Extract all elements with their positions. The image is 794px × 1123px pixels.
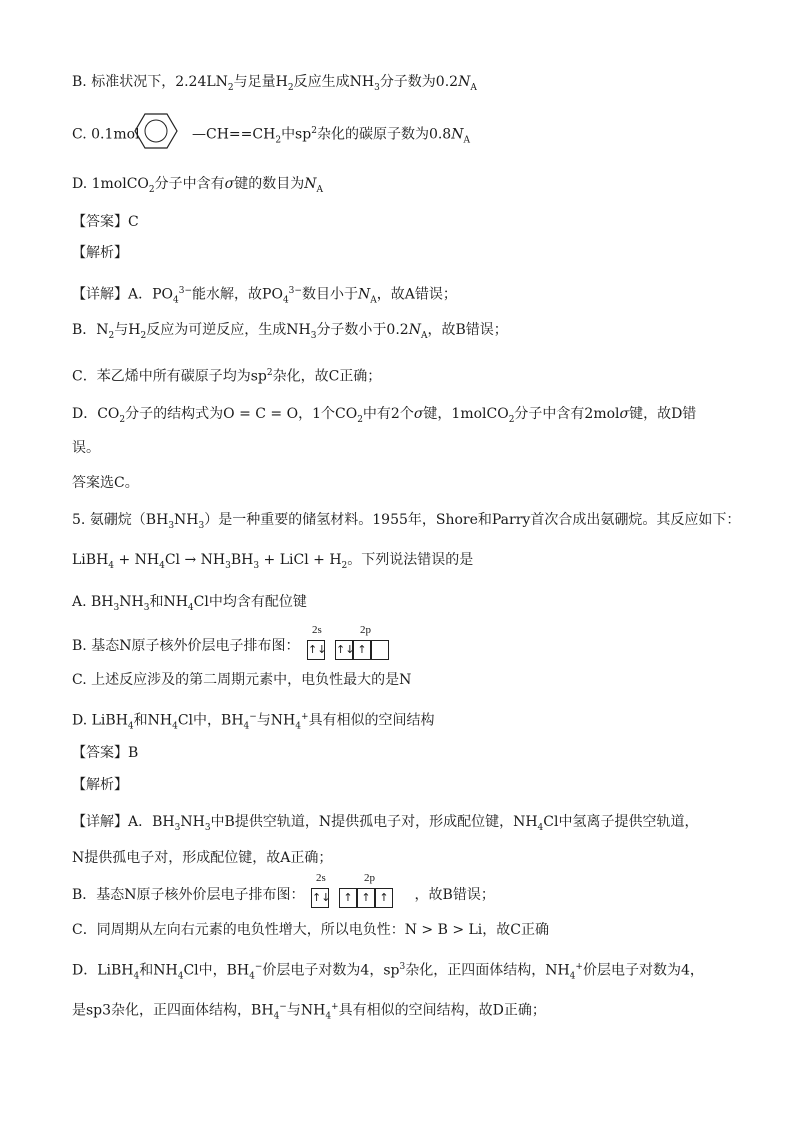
sub: 4 bbox=[187, 602, 194, 613]
text: 分子中含有 bbox=[154, 176, 225, 192]
sub: 3 bbox=[174, 822, 181, 833]
text: 5. 氨硼烷（BH bbox=[72, 512, 169, 528]
text: 【解析】 bbox=[72, 777, 128, 793]
text: 中B提供空轨道，N提供孤电子对，形成配位键，NH bbox=[210, 814, 538, 830]
sub: 4 bbox=[133, 971, 140, 982]
orbital-box: ↑ bbox=[339, 888, 357, 908]
text: 杂化的碳原子数为0.8 bbox=[316, 126, 452, 143]
text: A. BH bbox=[72, 594, 114, 610]
text: N bbox=[408, 322, 421, 338]
sub: 3 bbox=[253, 560, 260, 571]
detail2-a bbox=[72, 812, 734, 838]
sub: A bbox=[316, 184, 323, 195]
text: D. LiBH bbox=[72, 712, 128, 729]
text: 反应为可逆反应，生成NH bbox=[146, 322, 311, 338]
text: NH bbox=[180, 814, 205, 830]
text: 【答案】B bbox=[72, 745, 139, 761]
detail-a bbox=[72, 281, 734, 310]
sub: A bbox=[463, 135, 470, 146]
option-b bbox=[72, 636, 734, 656]
text: 分子数为0.2 bbox=[379, 74, 459, 90]
option-b-line bbox=[72, 72, 734, 98]
text: + LiCl + H bbox=[259, 552, 342, 568]
text: Cl中均含有配位键 bbox=[193, 594, 307, 610]
text: 反应生成NH bbox=[293, 74, 375, 90]
orbital-box: ↑ bbox=[353, 640, 371, 660]
text: C. 0.1mol bbox=[72, 126, 140, 143]
sub: 4 bbox=[273, 1011, 280, 1022]
sub: 2 bbox=[108, 330, 115, 341]
text: 【详解】A．PO bbox=[72, 286, 174, 303]
analysis-heading bbox=[72, 243, 734, 263]
sub: 4 bbox=[537, 822, 544, 833]
detail2-a-cont bbox=[72, 848, 734, 868]
text: N bbox=[304, 176, 317, 192]
text: Cl中，BH bbox=[177, 712, 244, 729]
text: 与NH bbox=[256, 712, 296, 729]
text: σ bbox=[413, 406, 424, 422]
sup: 3− bbox=[288, 286, 302, 296]
text: 与NH bbox=[286, 1002, 326, 1019]
sub: 2 bbox=[148, 184, 155, 195]
text: 【答案】C bbox=[72, 214, 139, 230]
text: 【详解】A．BH bbox=[72, 814, 175, 830]
answer-select-c bbox=[72, 473, 734, 493]
orbital-box bbox=[371, 640, 389, 660]
text: 具有相似的空间结构 bbox=[308, 712, 435, 729]
text: B. 标准状况下，2.24LN bbox=[72, 74, 228, 90]
sub: 2 bbox=[119, 414, 126, 425]
text: σ bbox=[619, 406, 630, 422]
text: 杂化，故C正确； bbox=[272, 368, 382, 385]
detail2-d-cont bbox=[72, 997, 734, 1026]
sub: 2 bbox=[140, 330, 147, 341]
orbital-box: ↑↓ bbox=[335, 640, 353, 660]
text: ，故B错误； bbox=[427, 322, 508, 338]
text: C．苯乙烯中所有碳原子均为sp bbox=[72, 368, 267, 385]
sub: 3 bbox=[198, 520, 205, 531]
sub: 2 bbox=[508, 414, 515, 425]
text: 中sp bbox=[281, 126, 312, 143]
text: 中有2个 bbox=[362, 406, 414, 422]
sub: 4 bbox=[569, 971, 576, 982]
sub: 2 bbox=[227, 82, 234, 93]
answer-c bbox=[72, 212, 734, 232]
sub: 3 bbox=[168, 520, 175, 531]
sup: − bbox=[279, 1002, 287, 1012]
sup: + bbox=[331, 1002, 339, 1012]
option-d-line bbox=[72, 174, 734, 200]
sub: 3 bbox=[143, 602, 150, 613]
text: 分子中含有2mol bbox=[514, 406, 620, 422]
text: 与足量H bbox=[233, 74, 288, 90]
sub: 3 bbox=[374, 82, 380, 93]
detail-d bbox=[72, 404, 734, 430]
sub: 2 bbox=[287, 82, 294, 93]
sub: 4 bbox=[172, 721, 178, 732]
text: 价层电子对数为4， bbox=[582, 962, 704, 979]
sub: 4 bbox=[173, 295, 179, 306]
text: B．基态N原子核外价层电子排布图： bbox=[72, 887, 305, 903]
sub: 2 bbox=[357, 414, 363, 425]
text: N bbox=[451, 126, 464, 143]
text: N bbox=[357, 286, 371, 303]
orbital-box: ↑↓ bbox=[311, 888, 329, 908]
text: σ bbox=[224, 176, 235, 192]
text: —CH==CH bbox=[192, 126, 276, 143]
text: 键，故D错 bbox=[629, 406, 697, 422]
text: D．LiBH bbox=[72, 962, 134, 979]
sub: 4 bbox=[177, 971, 184, 982]
text: 分子数小于0.2 bbox=[316, 322, 409, 338]
sup: + bbox=[575, 962, 583, 972]
text: NH bbox=[119, 594, 144, 610]
benzene-ring-icon bbox=[133, 111, 179, 151]
reaction-equation bbox=[72, 550, 734, 576]
text: 和NH bbox=[133, 712, 173, 729]
text: 。下列说法错误的是 bbox=[347, 552, 474, 568]
sub: 4 bbox=[243, 721, 250, 732]
orbital-label-2p: 2p bbox=[360, 624, 371, 636]
text: 具有相似的空间结构，故D正确； bbox=[338, 1002, 546, 1019]
text: 杂化，正四面体结构，NH bbox=[405, 962, 570, 979]
detail2-c bbox=[72, 920, 734, 940]
text: C. 上述反应涉及的第二周期元素中，电负性最大的是N bbox=[72, 672, 412, 688]
text: 价层电子对数为4，sp bbox=[262, 962, 400, 979]
text: BH bbox=[230, 552, 254, 568]
text: 答案选C。 bbox=[72, 475, 139, 491]
text: ，故B错误； bbox=[414, 887, 495, 903]
text: 能水解，故PO bbox=[192, 286, 283, 303]
text: 数目小于 bbox=[301, 286, 358, 303]
sup: 2 bbox=[311, 126, 317, 136]
orbital-label-2p: 2p bbox=[364, 872, 375, 884]
answer-b bbox=[72, 743, 734, 763]
text: D．CO bbox=[72, 406, 120, 422]
sub: 4 bbox=[249, 971, 255, 982]
detail2-d bbox=[72, 957, 734, 986]
sup: − bbox=[249, 712, 257, 722]
text: NH bbox=[174, 512, 199, 528]
sub: 3 bbox=[204, 822, 211, 833]
orbital-box: ↑ bbox=[357, 888, 375, 908]
sup: + bbox=[301, 712, 309, 722]
sub: 4 bbox=[282, 295, 289, 306]
sub: A bbox=[420, 330, 428, 341]
text: D. 1molCO bbox=[72, 176, 149, 192]
option-d bbox=[72, 707, 734, 736]
text: ）是一种重要的储氢材料。1955年，Shore和Parry首次合成出氨硼烷。其反应如下： bbox=[204, 512, 741, 528]
sub: 4 bbox=[325, 1011, 332, 1022]
sub: 3 bbox=[113, 602, 120, 613]
orbital-box: ↑ bbox=[375, 888, 393, 908]
sub: 2 bbox=[275, 135, 282, 146]
text: ，故A错误； bbox=[376, 286, 457, 303]
text: Cl中，BH bbox=[183, 962, 250, 979]
detail-c bbox=[72, 363, 734, 387]
sup: 3− bbox=[178, 286, 193, 296]
analysis-heading-2 bbox=[72, 775, 734, 795]
text: 【解析】 bbox=[72, 245, 128, 261]
sub: 3 bbox=[310, 330, 317, 341]
text: Cl → NH bbox=[164, 552, 226, 568]
sup: 3 bbox=[399, 962, 406, 972]
text: 键的数目为 bbox=[234, 176, 305, 192]
text: N提供孤电子对，形成配位键，故A正确； bbox=[72, 850, 333, 866]
text: 键，1molCO bbox=[423, 406, 509, 422]
sup: 2 bbox=[266, 368, 273, 378]
text: 和NH bbox=[149, 594, 188, 610]
sub: 4 bbox=[108, 560, 115, 571]
orbital-label-2s: 2s bbox=[312, 624, 322, 636]
text: LiBH bbox=[72, 552, 109, 568]
detail-d-cont bbox=[72, 438, 734, 458]
detail-b bbox=[72, 320, 734, 346]
option-c bbox=[72, 670, 734, 690]
sup: − bbox=[254, 962, 263, 972]
question-5 bbox=[72, 510, 741, 536]
text: C．同周期从左向右元素的电负性增大，所以电负性：N > B > Li，故C正确 bbox=[72, 922, 549, 938]
sub: A bbox=[470, 82, 477, 93]
text: B. 基态N原子核外价层电子排布图： bbox=[72, 638, 300, 654]
orbital-label-2s: 2s bbox=[316, 872, 326, 884]
option-a bbox=[72, 592, 734, 618]
detail2-b bbox=[72, 885, 734, 905]
text: N bbox=[458, 74, 471, 90]
text: B．N bbox=[72, 322, 109, 338]
text: 是sp3杂化，正四面体结构，BH bbox=[72, 1002, 274, 1019]
sub: 4 bbox=[159, 560, 165, 571]
sub: 4 bbox=[127, 721, 134, 732]
text: + NH bbox=[114, 552, 160, 568]
text: 和NH bbox=[139, 962, 178, 979]
text: 误。 bbox=[72, 440, 100, 456]
text: 分子的结构式为O = C = O，1个CO bbox=[125, 406, 358, 422]
text: 与H bbox=[114, 322, 141, 338]
sub: A bbox=[370, 295, 377, 306]
sub: 2 bbox=[341, 560, 348, 571]
orbital-box: ↑↓ bbox=[307, 640, 325, 660]
sub: 3 bbox=[225, 560, 231, 571]
text: Cl中氢离子提供空轨道， bbox=[543, 814, 699, 830]
sub: 4 bbox=[295, 721, 302, 732]
